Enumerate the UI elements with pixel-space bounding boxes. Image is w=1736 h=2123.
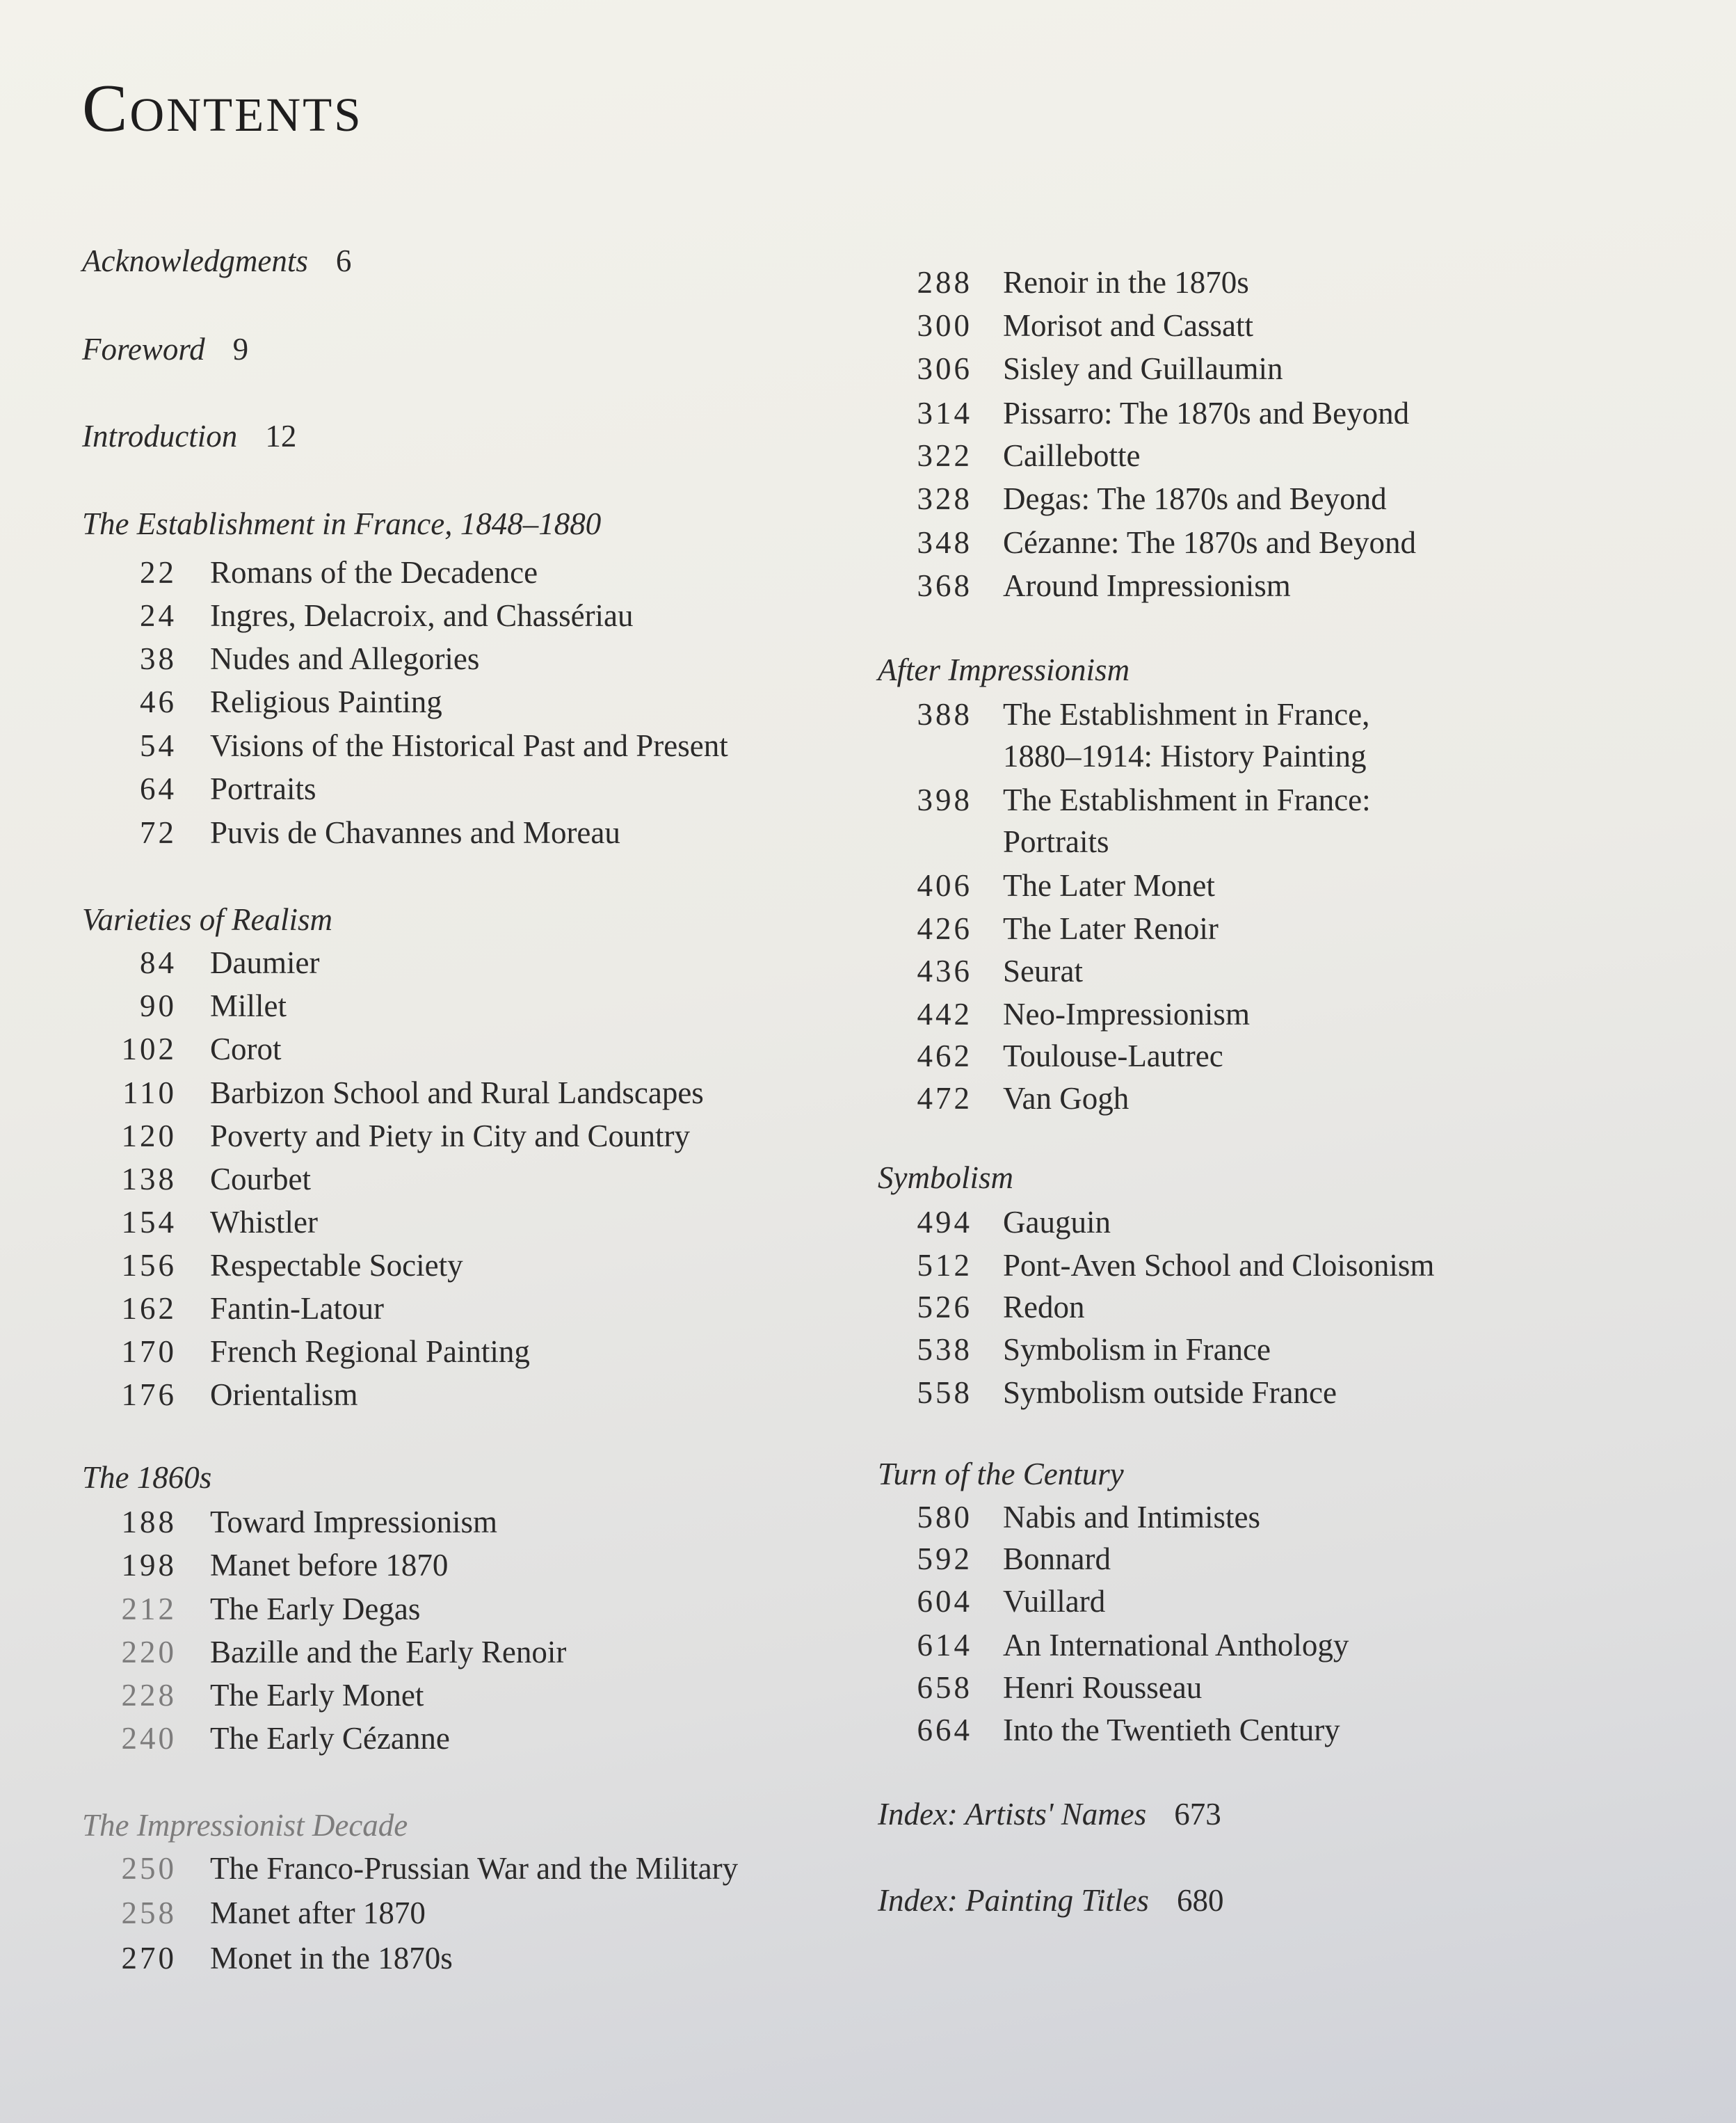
toc-entry-page: 462: [917, 1039, 972, 1073]
toc-entry-page: 426: [917, 911, 972, 946]
toc-entry-page: 12: [265, 419, 297, 454]
toc-entry-page: 288: [917, 265, 972, 300]
toc-entry-page: 300: [917, 308, 972, 343]
toc-entry[interactable]: [82, 1937, 453, 1979]
toc-entry[interactable]: [878, 865, 1215, 906]
toc-entry[interactable]: [878, 348, 1283, 390]
toc-entry[interactable]: [82, 1674, 424, 1716]
toc-entry-index-artists[interactable]: [878, 1793, 1221, 1835]
toc-entry[interactable]: [82, 1158, 311, 1200]
toc-entry-label: Redon: [1003, 1290, 1085, 1324]
toc-entry-label: Manet after 1870: [210, 1896, 426, 1930]
toc-entry-page: 170: [121, 1334, 177, 1369]
toc-entry-page: 220: [121, 1635, 177, 1669]
toc-entry-label: Acknowledgments: [82, 243, 308, 278]
toc-entry-page: 673: [1174, 1797, 1221, 1832]
toc-entry-label: Whistler: [210, 1205, 318, 1240]
toc-entry[interactable]: [878, 565, 1291, 607]
toc-entry-label: Orientalism: [210, 1377, 358, 1412]
toc-entry[interactable]: [878, 522, 1417, 563]
toc-entry[interactable]: [878, 262, 1249, 303]
toc-entry[interactable]: [82, 768, 316, 810]
section-title: The Impressionist Decade: [82, 1808, 408, 1843]
section-title: Varieties of Realism: [82, 902, 332, 937]
toc-entry[interactable]: [82, 942, 320, 984]
toc-entry[interactable]: [82, 1288, 384, 1329]
toc-entry-label: Introduction: [82, 419, 238, 454]
toc-entry[interactable]: [878, 1667, 1203, 1708]
toc-entry-page: 604: [917, 1584, 972, 1619]
toc-entry-label: The Later Renoir: [1003, 911, 1219, 946]
toc-entry-page: 176: [121, 1377, 177, 1412]
toc-entry[interactable]: [82, 552, 538, 593]
toc-entry-label: Index: Painting Titles: [878, 1883, 1149, 1918]
toc-entry-label: Courbet: [210, 1162, 311, 1196]
toc-entry[interactable]: [82, 1115, 690, 1157]
toc-entry[interactable]: [878, 993, 1250, 1035]
toc-entry-label: The Early Degas: [210, 1592, 421, 1626]
toc-entry-label: Religious Painting: [210, 684, 442, 719]
section-title: Symbolism: [878, 1160, 1013, 1195]
toc-entry-label: Nudes and Allegories: [210, 641, 480, 676]
toc-entry-label: Symbolism in France: [1003, 1332, 1271, 1367]
toc-entry-page: 558: [917, 1375, 972, 1410]
toc-entry-label: Bazille and the Early Renoir: [210, 1635, 567, 1669]
toc-entry-label: Fantin-Latour: [210, 1291, 384, 1326]
toc-entry-page: 38: [140, 641, 177, 676]
toc-entry[interactable]: [82, 1501, 498, 1543]
toc-entry-page: 9: [232, 332, 249, 367]
toc-entry-page: 162: [121, 1291, 177, 1326]
toc-entry-label: An International Anthology: [1003, 1628, 1349, 1663]
toc-entry-label: Ingres, Delacroix, and Chassériau: [210, 598, 634, 633]
toc-entry[interactable]: [82, 1072, 704, 1114]
toc-entry-page: 156: [121, 1248, 177, 1283]
toc-entry-label: Corot: [210, 1032, 282, 1066]
toc-entry[interactable]: [878, 1286, 1085, 1328]
toc-entry-label: [1003, 694, 1369, 777]
toc-entry-page: 398: [917, 783, 972, 817]
toc-entry[interactable]: [82, 1631, 567, 1673]
toc-entry-page: 270: [121, 1941, 177, 1976]
toc-entry[interactable]: [82, 1848, 739, 1889]
toc-entry[interactable]: [878, 950, 1083, 992]
toc-entry-page: 102: [121, 1032, 177, 1066]
toc-entry-index-titles[interactable]: [878, 1880, 1223, 1921]
toc-entry-label: Index: Artists' Names: [878, 1797, 1147, 1832]
section-title: After Impressionism: [878, 652, 1130, 687]
toc-entry-page: 64: [140, 771, 177, 806]
toc-entry-label: Barbizon School and Rural Landscapes: [210, 1075, 704, 1110]
toc-entry-introduction[interactable]: [82, 415, 296, 457]
toc-entry-page: 512: [917, 1248, 972, 1283]
toc-entry-label: Pont-Aven School and Cloisonism: [1003, 1248, 1435, 1283]
toc-entry-label: Caillebotte: [1003, 438, 1141, 473]
toc-entry-page: 212: [121, 1592, 177, 1626]
toc-entry-label: Millet: [210, 988, 287, 1023]
toc-entry-label: Henri Rousseau: [1003, 1670, 1203, 1705]
toc-entry-page: 472: [917, 1081, 972, 1116]
toc-entry-label: Into the Twentieth Century: [1003, 1713, 1340, 1747]
toc-entry-label-line2: Portraits: [1003, 824, 1109, 859]
toc-entry-label: Gauguin: [1003, 1205, 1111, 1240]
toc-entry-page: 46: [140, 684, 177, 719]
toc-entry[interactable]: [82, 638, 480, 680]
toc-entry-label: Vuillard: [1003, 1584, 1106, 1619]
toc-entry[interactable]: [82, 681, 442, 723]
toc-entry-page: 54: [140, 728, 177, 763]
toc-entry[interactable]: [878, 1329, 1271, 1370]
toc-entry-page: 658: [917, 1670, 972, 1705]
toc-entry-label-line1: The Establishment in France,: [1003, 697, 1370, 732]
toc-entry-page: 348: [917, 525, 972, 560]
toc-entry-label: French Regional Painting: [210, 1334, 530, 1369]
toc-entry[interactable]: [82, 1374, 358, 1416]
toc-entry-label: Respectable Society: [210, 1248, 463, 1283]
toc-entry[interactable]: [878, 1372, 1337, 1413]
toc-entry-foreword[interactable]: [82, 328, 248, 370]
toc-entry[interactable]: [82, 725, 728, 767]
toc-entry-label-line2: 1880–1914: History Painting: [1003, 739, 1367, 774]
toc-entry-label: Monet in the 1870s: [210, 1941, 453, 1976]
toc-entry-page: 322: [917, 438, 972, 473]
toc-entry-page: 198: [121, 1548, 177, 1583]
toc-entry[interactable]: [878, 779, 1371, 859]
toc-entry[interactable]: [82, 1892, 426, 1934]
toc-entry-label: Nabis and Intimistes: [1003, 1500, 1260, 1535]
toc-entry-page: 154: [121, 1205, 177, 1240]
toc-entry-page: 24: [140, 598, 177, 633]
toc-entry-page: 250: [121, 1851, 177, 1886]
section-title: Turn of the Century: [878, 1457, 1124, 1491]
toc-entry[interactable]: [82, 812, 620, 854]
toc-entry[interactable]: [82, 1588, 421, 1630]
toc-entry-page: 6: [335, 243, 352, 278]
toc-entry-label: Around Impressionism: [1003, 568, 1291, 603]
toc-entry-label: [1003, 779, 1371, 863]
toc-entry-page: 592: [917, 1541, 972, 1576]
toc-entry[interactable]: [878, 435, 1141, 476]
toc-entry[interactable]: [878, 908, 1219, 950]
toc-entry-label: The Later Monet: [1003, 868, 1215, 903]
toc-entry-page: 314: [917, 396, 972, 431]
toc-entry[interactable]: [878, 1201, 1111, 1243]
toc-entry-page: 22: [140, 555, 177, 590]
toc-entry-label: Seurat: [1003, 954, 1083, 988]
toc-entry-label: Foreword: [82, 332, 205, 367]
toc-entry-page: 188: [121, 1505, 177, 1539]
toc-entry-page: 614: [917, 1628, 972, 1663]
toc-entry-page: 580: [917, 1500, 972, 1535]
toc-entry-label: Bonnard: [1003, 1541, 1111, 1576]
toc-entry-label: Visions of the Historical Past and Present: [210, 728, 728, 763]
toc-entry-label: The Franco-Prussian War and the Military: [210, 1851, 739, 1886]
toc-entry-page: 120: [121, 1119, 177, 1153]
toc-entry-page: 90: [140, 988, 177, 1023]
toc-entry[interactable]: [82, 985, 287, 1027]
toc-entry-label: Van Gogh: [1003, 1081, 1130, 1116]
section-title: The Establishment in France, 1848–1880: [82, 506, 602, 541]
toc-entry[interactable]: [878, 1244, 1435, 1286]
toc-entry[interactable]: [878, 1580, 1106, 1622]
toc-entry-label: Puvis de Chavannes and Moreau: [210, 815, 620, 850]
toc-entry-page: 368: [917, 568, 972, 603]
toc-entry-label: Symbolism outside France: [1003, 1375, 1337, 1410]
toc-entry[interactable]: [82, 1717, 450, 1759]
toc-entry-label: Toulouse-Lautrec: [1003, 1039, 1223, 1073]
toc-entry-page: 110: [122, 1075, 177, 1110]
toc-entry-page: 258: [121, 1896, 177, 1930]
toc-entry-label: The Early Cézanne: [210, 1721, 450, 1756]
toc-entry-page: 138: [121, 1162, 177, 1196]
toc-entry-label: Romans of the Decadence: [210, 555, 538, 590]
toc-entry[interactable]: [82, 1201, 318, 1243]
toc-entry-page: 442: [917, 997, 972, 1032]
toc-entry-label: Renoir in the 1870s: [1003, 265, 1249, 300]
toc-entry[interactable]: [878, 1077, 1130, 1119]
toc-entry[interactable]: [878, 1035, 1223, 1077]
toc-entry-label-line1: The Establishment in France:: [1003, 783, 1371, 817]
toc-entry[interactable]: [878, 478, 1387, 520]
toc-entry-page: 538: [917, 1332, 972, 1367]
toc-entry[interactable]: [878, 305, 1253, 346]
toc-entry-page: 306: [917, 351, 972, 386]
toc-entry[interactable]: [878, 1624, 1349, 1666]
toc-entry-page: 680: [1176, 1883, 1224, 1918]
toc-entry-label: Toward Impressionism: [210, 1505, 498, 1539]
toc-entry-label: Pissarro: The 1870s and Beyond: [1003, 396, 1410, 431]
toc-entry[interactable]: [82, 595, 634, 636]
toc-entry-label: Manet before 1870: [210, 1548, 449, 1583]
section-title: The 1860s: [82, 1460, 212, 1495]
toc-entry-page: 328: [917, 481, 972, 516]
toc-entry-label: Cézanne: The 1870s and Beyond: [1003, 525, 1417, 560]
toc-entry-label: Neo-Impressionism: [1003, 997, 1250, 1032]
toc-entry-page: 664: [917, 1713, 972, 1747]
toc-entry-page: 72: [140, 815, 177, 850]
toc-entry[interactable]: [878, 1709, 1340, 1751]
toc-entry-page: 494: [917, 1205, 972, 1240]
toc-entry-label: Sisley and Guillaumin: [1003, 351, 1283, 386]
toc-entry-label: The Early Monet: [210, 1678, 424, 1713]
toc-entry-label: Portraits: [210, 771, 316, 806]
toc-entry-page: 526: [917, 1290, 972, 1324]
toc-entry[interactable]: [878, 1496, 1260, 1538]
toc-entry[interactable]: [82, 1544, 449, 1586]
toc-entry[interactable]: [82, 1028, 282, 1070]
toc-entry[interactable]: [82, 1331, 530, 1372]
toc-entry[interactable]: [82, 1244, 463, 1286]
toc-entry[interactable]: [878, 694, 1370, 774]
page-title: Contents: [82, 71, 363, 146]
toc-entry-page: 84: [140, 945, 177, 980]
toc-entry-page: 436: [917, 954, 972, 988]
toc-entry[interactable]: [878, 1538, 1111, 1580]
toc-entry-label: Morisot and Cassatt: [1003, 308, 1253, 343]
toc-entry-page: 228: [121, 1678, 177, 1713]
toc-entry-acknowledgments[interactable]: [82, 240, 351, 282]
toc-entry-page: 406: [917, 868, 972, 903]
toc-entry-label: Degas: The 1870s and Beyond: [1003, 481, 1387, 516]
toc-entry-page: 388: [917, 697, 972, 732]
toc-entry[interactable]: [878, 392, 1410, 434]
toc-entry-label: Daumier: [210, 945, 320, 980]
toc-entry-page: 240: [121, 1721, 177, 1756]
toc-entry-label: Poverty and Piety in City and Country: [210, 1119, 690, 1153]
